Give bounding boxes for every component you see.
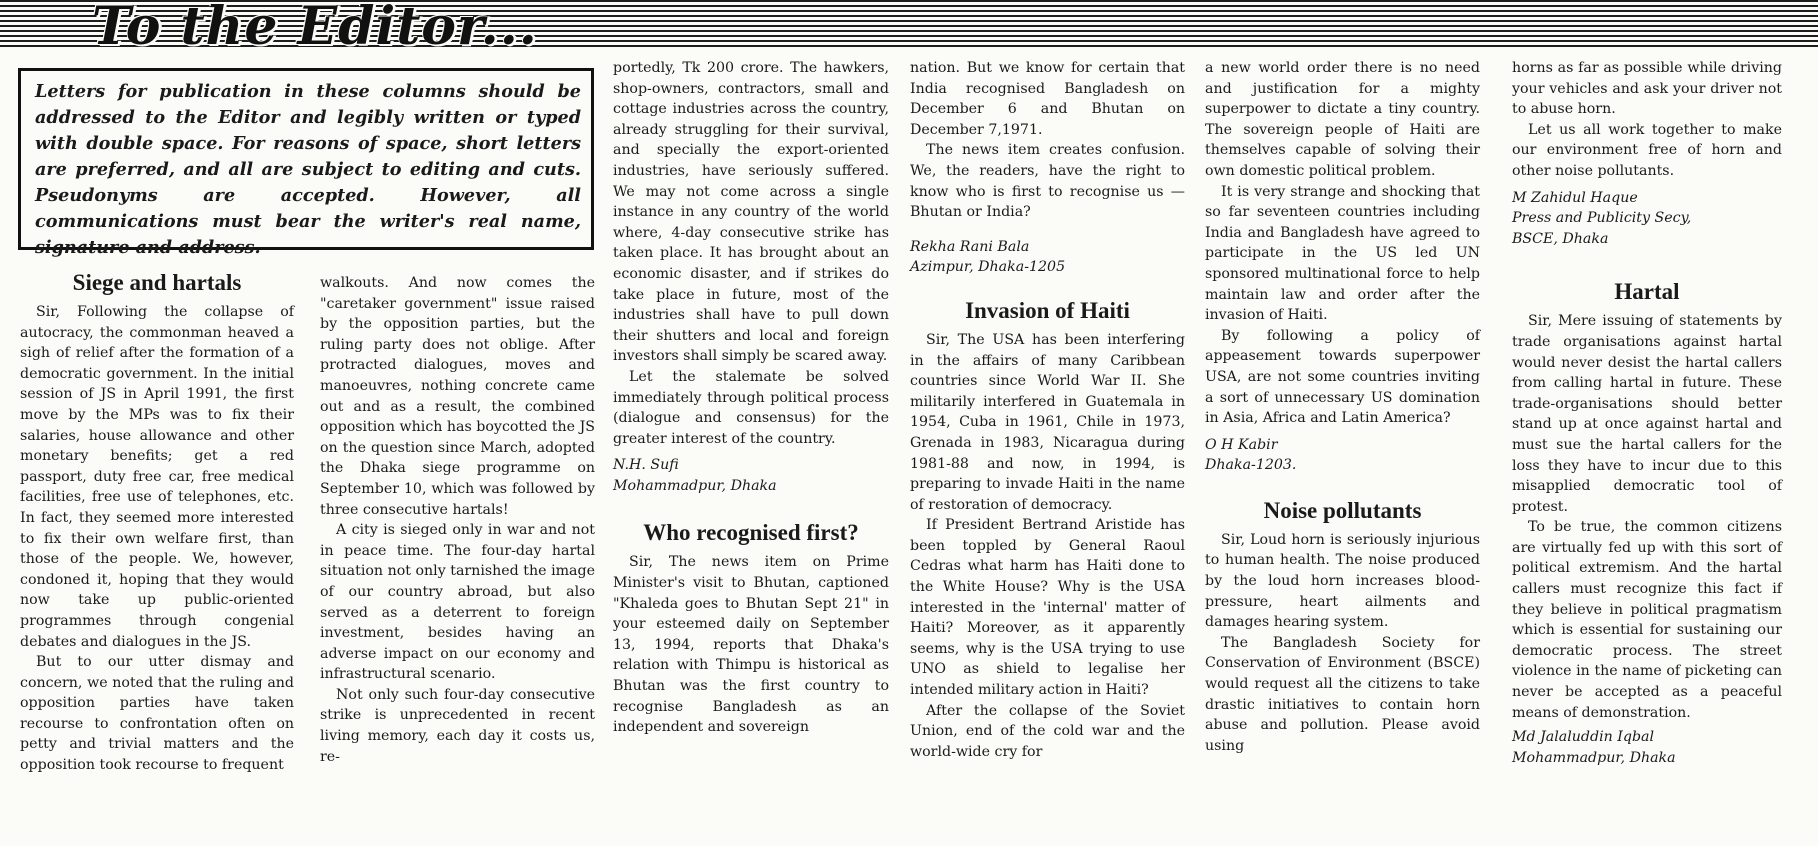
letter-paragraph: If President Bertrand Aristide has been toppled by General Raoul Cedras what harm has Haiti done to the White House? Why is the USA interested in the 'internal' matter of Haiti? Moreover, as it apparently seems, why is the USA trying to use UNO as shield to legalise her intended military action in Haiti? — [910, 517, 1185, 699]
column-1 — [20, 270, 294, 776]
column-5 — [1205, 58, 1480, 756]
letter-paragraph: It is very strange and shocking that so far seventeen countries including India and Bangladesh have agreed to participate in the US led UN sponsored multinational force to help maintain law and order after the invasion of Haiti. — [1205, 183, 1480, 324]
letter-headline-siege-and-hartals: Siege and hartals — [72, 270, 242, 295]
signature-name: N.H. Sufi — [613, 457, 679, 474]
letter-paragraph: nation. But we know for certain that India recognised Bangladesh on December 6 and Bhutan on December 7,1971. — [910, 60, 1185, 138]
letter-headline-noise-pollutants: Noise pollutants — [1263, 497, 1422, 523]
signature-name: Md Jalaluddin Iqbal — [1512, 729, 1655, 746]
editorial-notice-text: Letters for publication in these columns should be addressed to the Editor and legibly written or typed with double space. For reasons of space, short letters are preferred, and all are subject to editing and cuts. Pseudonyms are accepted. However, all communications must bear the writer's real name, signature and address. — [35, 81, 581, 258]
letter-paragraph: horns as far as possible while driving your vehicles and ask your driver not to abuse horn. — [1512, 60, 1782, 118]
letter-paragraph: A city is sieged only in war and not in peace time. The four-day hartal situation not only tarnished the image of our country abroad, but also served as a deterrent to foreign investment, besides having an adverse impact on our economy and infrastructural scenario. — [320, 522, 595, 683]
letter-paragraph: Let us all work together to make our environment free of horn and other noise pollutants. — [1512, 121, 1782, 179]
letter-paragraph: Sir, Following the collapse of autocracy, the commonman heaved a sigh of relief after the formation of a democratic government. In the initial session of JS in April 1991, the first move by the MPs was to fix their salaries, house allowance and other monetary benefits; get a red passport, duty free car, free medical facilities, free use of telephones, etc. In fact, they seemed more interested to fix their own welfare first, than those of the people. We, however, condoned it, hoping that they would now take up public-oriented programmes through congenial debates and dialogues in the JS. — [20, 304, 294, 650]
column-6 — [1512, 58, 1782, 768]
signature-name: M Zahidul Haque — [1512, 189, 1638, 206]
signature-place: BSCE, Dhaka — [1512, 230, 1609, 247]
letter-paragraph: The news item creates confusion. We, the readers, have the right to know who is first to recognise us — Bhutan or India? — [910, 142, 1185, 221]
letter-paragraph: After the collapse of the Soviet Union, end of the cold war and the world-wide cry for — [910, 702, 1185, 760]
letter-paragraph: Sir, The news item on Prime Minister's visit to Bhutan, captioned "Khaleda goes to Bhutan Sept 21" in your esteemed daily on September 13, 1994, reports that Dhaka's relation with Thimpu is historical as Bhutan was the first country to recognise Bangladesh as an independent and sovereign — [613, 554, 889, 736]
signature-place: Mohammadpur, Dhaka — [613, 477, 777, 494]
column-4 — [910, 58, 1185, 762]
signature-title: Press and Publicity Secy, — [1512, 210, 1692, 227]
editorial-notice-box — [18, 68, 594, 258]
letter-paragraph: But to our utter dismay and concern, we noted that the ruling and opposition parties have taken recourse to confrontation often on petty and trivial matters and the opposition took recourse to frequent — [20, 654, 294, 774]
letter-paragraph: Sir, Loud horn is seriously injurious to human health. The noise produced by the loud horn increases blood-pressure, heart ailments and damages hearing system. — [1205, 531, 1480, 631]
letter-paragraph: Not only such four-day consecutive strike is unprecedented in recent living memory, each day it costs us, re- — [320, 686, 595, 765]
masthead-banner — [0, 0, 1818, 57]
section-title: To the Editor... — [92, 0, 538, 57]
signature-place: Mohammadpur, Dhaka — [1512, 749, 1676, 766]
letter-paragraph: Sir, The USA has been interfering in the affairs of many Caribbean countries since World War II. She militarily interfered in Guatemala in 1954, Cuba in 1961, Chile in 1973, Grenada in 1983, Nicaragua during 1981-88 and now, in 1994, is preparing to invade Haiti in the name of restoration of democracy. — [910, 331, 1185, 513]
signature-place: Dhaka-1203. — [1205, 457, 1297, 474]
letter-headline-hartal: Hartal — [1614, 279, 1680, 305]
column-2 — [320, 273, 595, 767]
letter-paragraph: The Bangladesh Society for Conservation of Environment (BSCE) would request all the citizens to take drastic initiatives to contain horn abuse and pollution. Please avoid using — [1205, 634, 1480, 754]
letter-paragraph: By following a policy of appeasement towards superpower USA, are not some countries inviting a sort of unnecessary US domination in Asia, Africa and Latin America? — [1205, 327, 1480, 427]
letter-paragraph: a new world order there is no need and justification for a mighty superpower to dictate a tiny country. The sovereign people of Haiti are themselves capable of solving their own domestic political problem. — [1205, 60, 1480, 179]
signature-name: Rekha Rani Bala — [910, 238, 1030, 255]
column-3 — [613, 58, 889, 738]
letter-paragraph: Sir, Mere issuing of statements by trade organisations against hartal would never desist the hartal callers from calling hartal in future. These trade-organisations should better stand up at once against hartal and must sue the hartal callers for the loss they have to incur due to this misapplied democratic tool of protest. — [1512, 313, 1782, 515]
letter-paragraph: To be true, the common citizens are virtually fed up with this sort of political extremism. And the hartal callers must recognize this fact if they believe in political pragmatism which is essential for sustaining our democratic process. The street violence in the name of picketing can never be accepted as a peaceful means of demonstration. — [1512, 519, 1782, 721]
signature-name: O H Kabir — [1205, 436, 1278, 453]
letter-paragraph: portedly, Tk 200 crore. The hawkers, shop-owners, contractors, small and cottage industries across the country, already struggling for their survival, and specially the export-oriented industries, have seriously suffered. We may not come across a single instance in any country of the world where, 4-day consecutive strike has taken place. It has brought about an economic disaster, and if strikes do take place in future, most of the industries shall have to pull down their shutters and local and foreign investors shall simply be scared away. — [613, 60, 889, 365]
letter-paragraph: walkouts. And now comes the "caretaker government" issue raised by the opposition parties, but the ruling party does not oblige. After protracted dialogues, moves and manoeuvres, nothing concrete came out and as a result, the combined opposition which has boycotted the JS on the question since March, adopted the Dhaka siege programme on September 10, which was followed by three consecutive hartals! — [320, 275, 595, 518]
letter-headline-invasion-of-haiti: Invasion of Haiti — [965, 297, 1130, 323]
signature-place: Azimpur, Dhaka-1205 — [910, 259, 1066, 276]
letter-paragraph: Let the stalemate be solved immediately through political process (dialogue and consensus) for the greater interest of the country. — [613, 368, 889, 447]
letter-headline-who-recognised-first: Who recognised first? — [643, 520, 859, 546]
